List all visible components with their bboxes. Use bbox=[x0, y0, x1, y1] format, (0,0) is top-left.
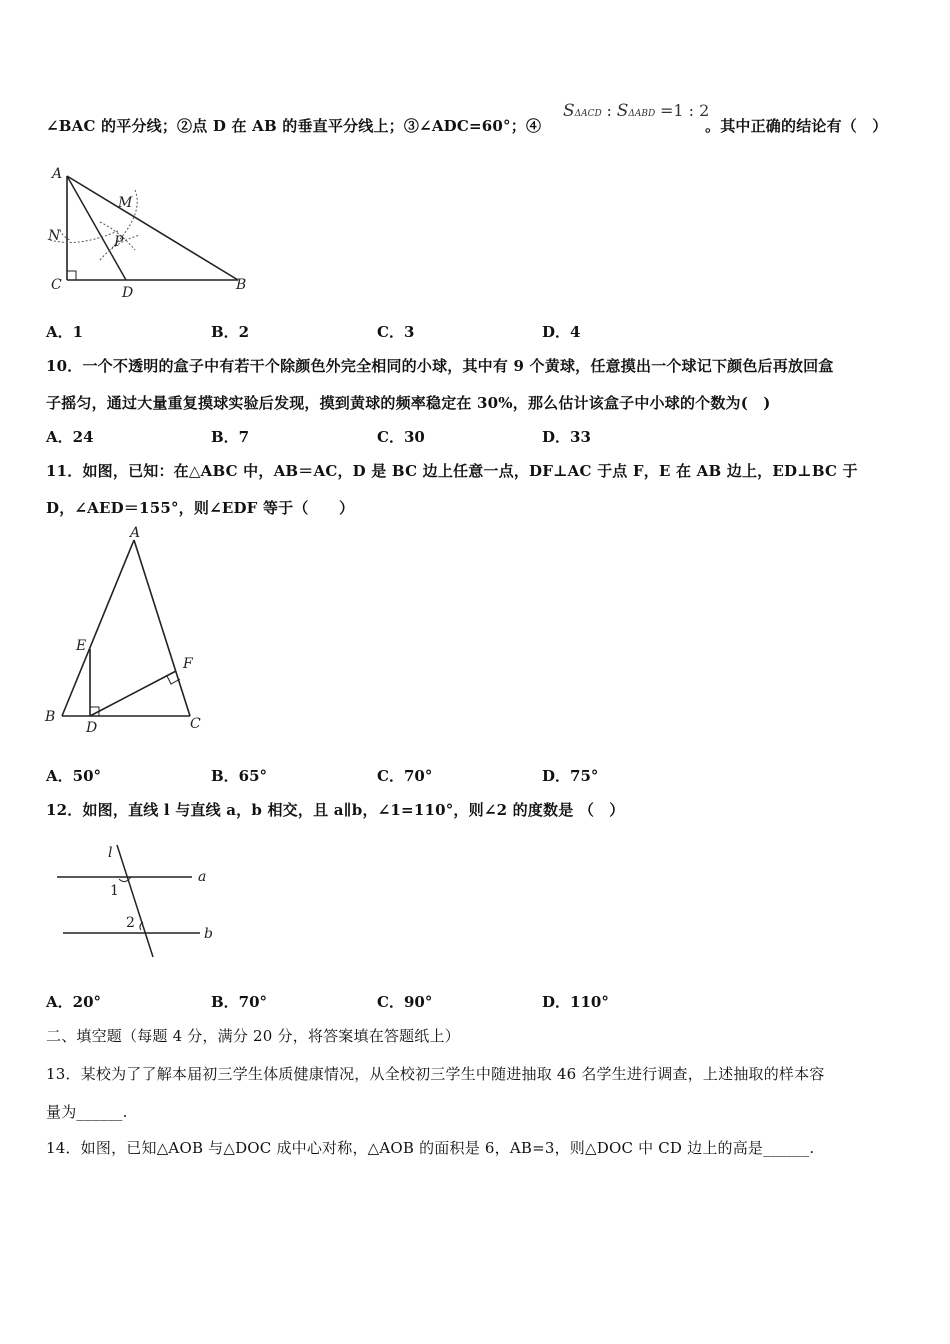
line-ac bbox=[134, 540, 190, 716]
label-d: D bbox=[122, 285, 134, 300]
label-c: C bbox=[190, 716, 201, 732]
line-ab bbox=[67, 176, 238, 280]
label-b: b bbox=[204, 926, 213, 942]
q11-line-1: 11．如图，已知：在△ABC 中，AB＝AC，D 是 BC 边上任意一点，DF⊥AC 于点 F，E 在 AB 边上，ED⊥BC 于 bbox=[46, 462, 858, 480]
q14-line-1: 14．如图，已知△AOB 与△DOC 成中心对称，△AOB 的面积是 6，AB=3，则△DOC 中 CD 边上的高是______. bbox=[46, 1139, 815, 1157]
q11-option-a: A．50° bbox=[46, 767, 102, 785]
label-n: N bbox=[48, 228, 61, 244]
q10-line-1: 10．一个不透明的盒子中有若干个除颜色外完全相同的小球，其中有 9 个黄球，任意摸出一个球记下颜色后再放回盒 bbox=[46, 357, 834, 375]
q10-option-c: C．30 bbox=[377, 428, 425, 446]
formula-sub2: ΔABD bbox=[628, 109, 656, 119]
q9-figure bbox=[40, 160, 260, 300]
q10-line-2: 子摇匀，通过大量重复摸球实验后发现，摸到黄球的频率稳定在 30%，那么估计该盒子中小球的个数为( ) bbox=[46, 394, 771, 412]
label-m: M bbox=[118, 195, 133, 211]
label-a: A bbox=[52, 166, 63, 182]
q11-figure bbox=[40, 525, 220, 740]
label-angle-1: 1 bbox=[110, 883, 119, 899]
q9-option-b: B．2 bbox=[211, 323, 250, 341]
q9-option-c: C．3 bbox=[377, 323, 415, 341]
formula-sub1: ΔACD bbox=[574, 109, 602, 119]
q12-option-a: A．20° bbox=[46, 993, 102, 1011]
label-b: B bbox=[45, 709, 56, 725]
q11-option-d: D．75° bbox=[542, 767, 599, 785]
q11-option-c: C．70° bbox=[377, 767, 433, 785]
formula-s2: S bbox=[616, 101, 629, 121]
q12-line-1: 12．如图，直线 l 与直线 a，b 相交，且 a∥b，∠1=110°，则∠2 的度数是 （ ） bbox=[46, 801, 625, 819]
q9-line-pre: ∠BAC 的平分线；②点 D 在 AB 的垂直平分线上；③∠ADC=60°；④ bbox=[46, 117, 542, 135]
q10-option-b: B．7 bbox=[211, 428, 250, 446]
label-b: B bbox=[236, 277, 247, 293]
q9-option-d: D．4 bbox=[542, 323, 581, 341]
line-l bbox=[117, 845, 153, 957]
q10-option-a: A．24 bbox=[46, 428, 94, 446]
line-df bbox=[90, 671, 176, 716]
q11-option-b: B．65° bbox=[211, 767, 268, 785]
q11-line-2: D，∠AED＝155°，则∠EDF 等于（ ） bbox=[46, 499, 355, 517]
arc-n2 bbox=[60, 230, 70, 240]
q13-line-1: 13．某校为了了解本届初三学生体质健康情况，从全校初三学生中随进抽取 46 名学生进行调查，上述抽取的样本容 bbox=[46, 1065, 825, 1083]
label-p: P bbox=[114, 234, 124, 250]
q9-line-post: 。其中正确的结论有（ ） bbox=[705, 117, 888, 135]
label-f: F bbox=[183, 656, 193, 672]
line-ab bbox=[62, 540, 134, 716]
right-angle-mark-c bbox=[67, 271, 76, 280]
label-a: a bbox=[198, 869, 207, 885]
label-angle-2: 2 bbox=[126, 915, 135, 931]
label-a: A bbox=[130, 525, 141, 541]
formula-s1: S bbox=[563, 101, 575, 121]
label-e: E bbox=[76, 638, 87, 654]
label-l: l bbox=[108, 845, 113, 861]
q13-line-2: 量为______. bbox=[46, 1103, 128, 1121]
label-d: D bbox=[86, 720, 98, 736]
formula-colon: : bbox=[606, 101, 612, 120]
line-ad bbox=[67, 176, 126, 280]
q10-option-d: D．33 bbox=[542, 428, 591, 446]
label-c: C bbox=[51, 277, 62, 293]
formula-rhs: =1 : 2 bbox=[660, 101, 710, 120]
q12-figure bbox=[50, 840, 225, 965]
q9-area-ratio-formula bbox=[563, 101, 709, 121]
q12-option-c: C．90° bbox=[377, 993, 433, 1011]
q9-option-a: A．1 bbox=[46, 323, 84, 341]
section-2-heading: 二、填空题（每题 4 分，满分 20 分，将答案填在答题纸上） bbox=[46, 1027, 460, 1045]
q12-option-d: D．110° bbox=[542, 993, 609, 1011]
q12-option-b: B．70° bbox=[211, 993, 268, 1011]
